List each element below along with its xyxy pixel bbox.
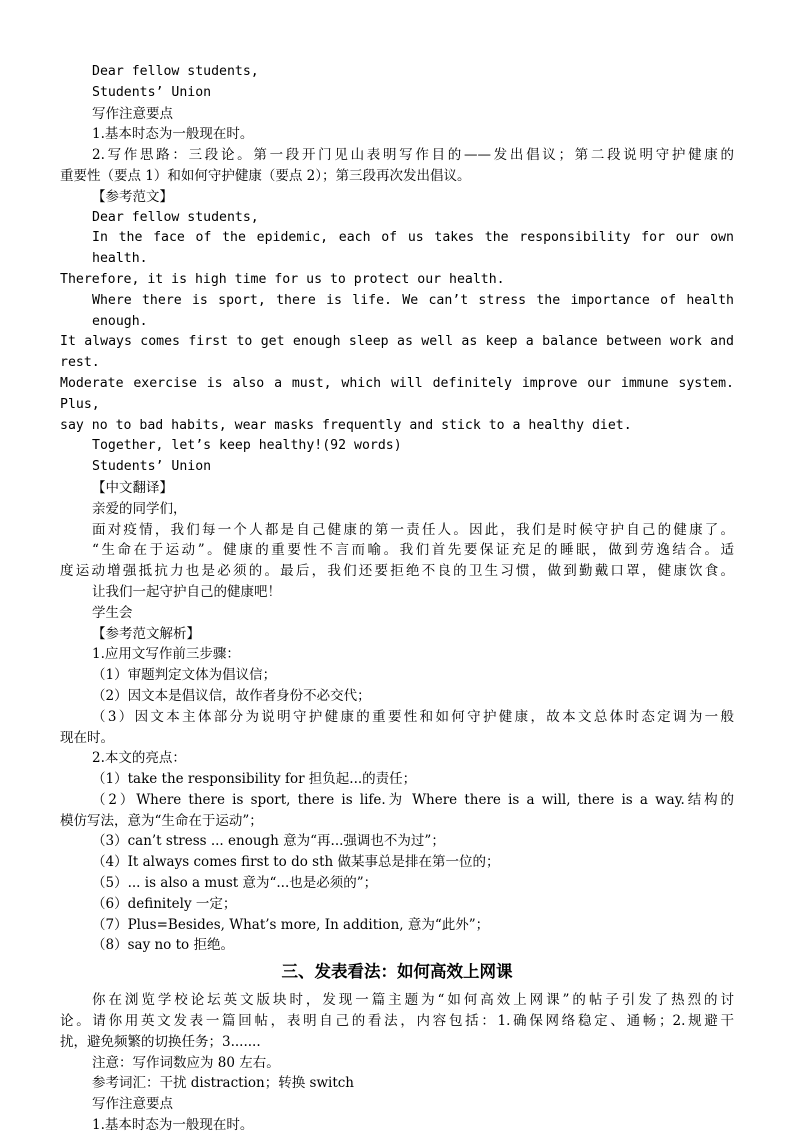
text-line: 1.基本时态为一般现在时。 (92, 1117, 254, 1134)
text-line: （5）... is also a must 意为“...也是必须的”； (92, 875, 378, 892)
text-line: （2）因文本是倡议信，故作者身份不必交代； (92, 687, 371, 704)
new-task-section (60, 990, 734, 1136)
text-line: 2.本文的亮点： (92, 750, 186, 767)
text-line: 写作注意要点 (92, 105, 173, 122)
text-line: 学生会 (92, 604, 133, 621)
text-line: 1.应用文写作前三步骤： (92, 646, 240, 663)
text-line: 你在浏览学校论坛英文版块时，发现一篇主题为“如何高效上网课”的帖子引发了热烈的讨 (92, 992, 734, 1009)
text-line: （1）审题判定文体为倡议信； (92, 667, 277, 684)
letter-and-analysis (60, 62, 734, 956)
text-line: 写作注意要点 (92, 1096, 173, 1113)
text-line: 现在时。 (60, 729, 114, 746)
text-line: （2）Where there is sport, there is life.为 Where there is a will, there is a way.结构的 (92, 791, 734, 808)
text-line: “生命在于运动”。健康的重要性不言而喻。我们首先要保证充足的睡眠，做到劳逸结合。适 (92, 542, 734, 559)
text-line: Moderate exercise is also a must, which will definitely improve our immune system. Plus, (60, 375, 734, 412)
text-line: Students’ Union (92, 459, 212, 475)
text-line: 论。请你用英文发表一篇回帖，表明自己的看法，内容包括：1.确保网络稳定、通畅；2.规避干 (60, 1013, 734, 1030)
text-line: Students’ Union (92, 84, 212, 100)
text-line: Dear fellow students, (92, 209, 259, 225)
text-line: Therefore, it is high time for us to protect our health. (60, 271, 505, 287)
text-line: say no to bad habits, wear masks frequently and stick to a healthy diet. (60, 417, 632, 433)
text-line: 参考词汇：干扰 distraction；转换 switch (92, 1075, 355, 1092)
text-line: （1）take the responsibility for 担负起...的责任； (92, 771, 417, 788)
text-line: 【中文翻译】 (92, 479, 173, 496)
text-line: 度运动增强抵抗力也是必须的。最后，我们还要拒绝不良的卫生习惯，做到勤戴口罩，健康饮食。 (60, 563, 734, 580)
text-line: 亲爱的同学们， (92, 500, 187, 517)
text-line: （6）definitely 一定； (92, 895, 237, 912)
text-line: 模仿写法，意为“生命在于运动”； (60, 812, 263, 829)
text-line: 2.写作思路：三段论。第一段开门见山表明写作目的——发出倡议；第二段说明守护健康的 (92, 147, 734, 164)
text-line: （8）say no to 拒绝。 (92, 937, 234, 954)
text-line: （3）因文本主体部分为说明守护健康的重要性和如何守护健康，故本文总体时态定调为一般 (92, 708, 734, 725)
text-line: In the face of the epidemic, each of us takes the responsibility for our own health. (92, 230, 734, 267)
text-line: Where there is sport, there is life. We can’t stress the importance of health enough. (92, 292, 734, 329)
text-line: 【参考范文】 (92, 188, 173, 205)
text-line: Dear fellow students, (92, 64, 259, 79)
text-line: Together, let’s keep healthy!(92 words) (92, 438, 402, 454)
text-line: 重要性（要点 1）和如何守护健康（要点 2）；第三段再次发出倡议。 (60, 167, 471, 184)
text-line: It always comes first to get enough sleep as well as keep a balance between work and rest. (60, 334, 734, 371)
text-line: 让我们一起守护自己的健康吧！ (92, 583, 281, 600)
text-line: （7）Plus=Besides, What’s more, In addition, 意为“此外”； (92, 916, 490, 933)
text-line: 1.基本时态为一般现在时。 (92, 126, 254, 143)
text-line: 注意：写作词数应为 80 左右。 (92, 1054, 280, 1071)
text-line: （3）can’t stress ... enough 意为“再...强调也不为过”； (92, 833, 445, 850)
section-heading: 三、发表看法：如何高效上网课 (281, 962, 513, 982)
text-line: 面对疫情，我们每一个人都是自己健康的第一责任人。因此，我们是时候守护自己的健康了。 (92, 521, 734, 538)
document-page (60, 62, 734, 1136)
text-line: （4）It always comes first to do sth 做某事总是排在第一位的； (92, 854, 500, 871)
text-line: 扰，避免频繁的切换任务；3....... (60, 1033, 261, 1050)
text-line: 【参考范文解析】 (92, 625, 200, 642)
